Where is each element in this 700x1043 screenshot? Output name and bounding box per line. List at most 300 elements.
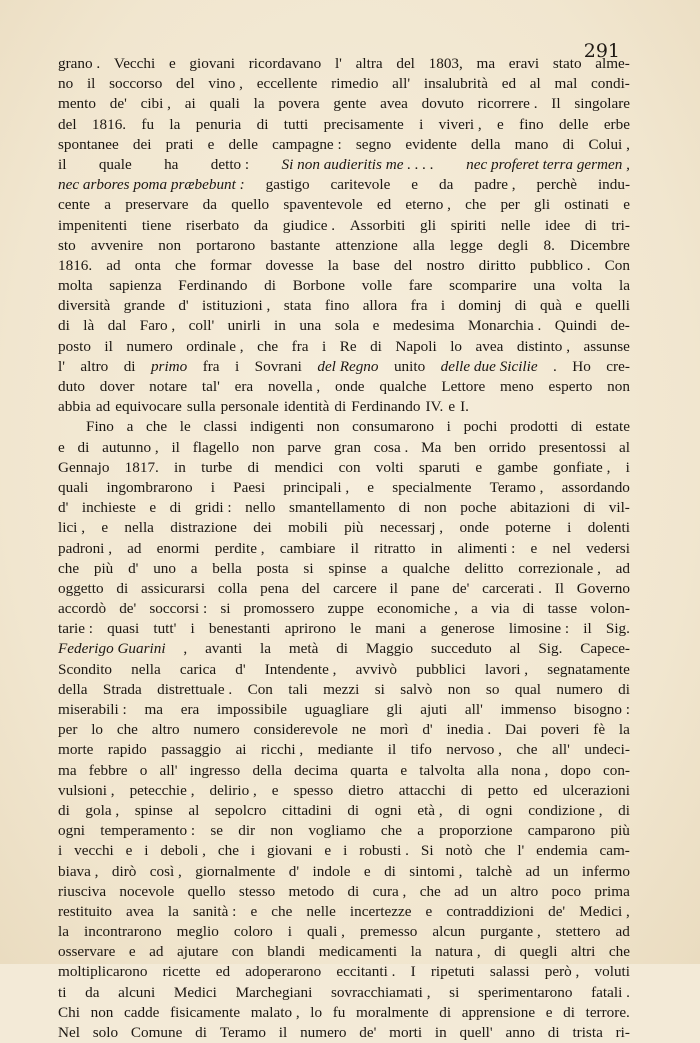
- word: fra: [202, 357, 220, 375]
- word: tiene: [141, 216, 172, 234]
- word: la: [410, 943, 422, 961]
- word: Vecchi: [113, 55, 156, 72]
- word: gli: [420, 216, 437, 234]
- text-line: [58, 135, 630, 155]
- word: stato: [552, 55, 582, 72]
- word: ricordavano: [248, 55, 322, 72]
- word: ai: [184, 95, 196, 113]
- text-line: [58, 236, 630, 256]
- word: no: [58, 75, 74, 93]
- word: che: [58, 559, 80, 577]
- word: Colui ,: [588, 135, 630, 153]
- word: de': [109, 95, 127, 113]
- word: e: [324, 842, 332, 860]
- word: salvò: [400, 680, 433, 698]
- word: avea: [126, 902, 154, 920]
- word: in: [274, 317, 286, 335]
- word: nostro: [426, 256, 465, 274]
- word: non: [607, 378, 630, 395]
- word: d': [58, 499, 69, 517]
- word: prati: [165, 135, 194, 153]
- word: d': [178, 297, 189, 315]
- word: la: [327, 256, 339, 274]
- word: bastante: [270, 236, 321, 254]
- word: robusti .: [359, 842, 409, 860]
- word: padre ,: [474, 176, 516, 194]
- text-line: [58, 862, 630, 882]
- word: di: [562, 135, 575, 153]
- word: moralmente: [356, 1003, 429, 1021]
- word: uguagliare: [304, 701, 369, 718]
- word: a: [417, 822, 424, 840]
- text-line: [58, 337, 630, 357]
- word: di: [77, 438, 90, 456]
- word: la: [260, 640, 271, 658]
- word: delle due Sicilie: [440, 357, 538, 375]
- word: più: [93, 559, 114, 577]
- word: ma: [58, 761, 77, 779]
- word: un: [481, 882, 497, 900]
- word: ad: [106, 256, 121, 274]
- word: insalubrità: [423, 75, 488, 93]
- word: di: [398, 499, 411, 517]
- word: unito: [393, 357, 426, 375]
- word: all': [159, 761, 178, 779]
- word: si: [449, 983, 460, 1001]
- word: non: [90, 1003, 114, 1021]
- word: dolenti: [587, 519, 630, 537]
- word: segnatamente: [547, 660, 630, 678]
- word: il: [104, 337, 113, 355]
- word: Scondito: [58, 660, 113, 678]
- word: soccorso: [109, 75, 163, 93]
- word: da: [438, 176, 454, 194]
- word: accordò: [58, 600, 107, 618]
- word: 1816.: [58, 256, 93, 274]
- word: di: [439, 1003, 452, 1021]
- word: singolare: [574, 95, 630, 113]
- word: i: [343, 842, 348, 860]
- word: succeduto: [430, 640, 492, 658]
- word: Sig.: [605, 620, 630, 638]
- word: da: [253, 216, 269, 234]
- text-line: [58, 417, 630, 437]
- word: condi-: [591, 75, 630, 93]
- word: duto: [58, 378, 86, 395]
- word: eccellente: [256, 75, 318, 93]
- word: e: [425, 902, 433, 920]
- word: metodo: [288, 882, 335, 900]
- word: restituito: [58, 902, 112, 920]
- word: al: [529, 75, 541, 93]
- word: necessarj ,: [379, 519, 444, 537]
- word: tri-: [611, 216, 630, 234]
- word: stesso: [238, 882, 276, 900]
- word: natura ,: [435, 943, 481, 961]
- word: undeci-: [584, 741, 630, 759]
- word: i: [625, 458, 630, 476]
- word: gonfiate ,: [553, 458, 611, 476]
- word: posto: [58, 337, 91, 355]
- word: principali ,: [283, 478, 350, 496]
- word: 1803,: [428, 55, 463, 72]
- word: fu: [332, 1003, 346, 1021]
- word: volti: [375, 458, 404, 476]
- word: IV.: [425, 398, 444, 416]
- word: altro: [510, 882, 539, 900]
- word: non: [423, 499, 447, 517]
- word: nocevole: [119, 882, 175, 900]
- word: trista: [572, 1024, 603, 1041]
- word: qual: [514, 680, 541, 698]
- word: là: [83, 317, 95, 335]
- word: notò: [445, 842, 473, 860]
- word: quale: [98, 155, 132, 173]
- word: nec arbores poma præbebunt :: [58, 176, 245, 194]
- word: flagello: [192, 438, 240, 456]
- word: sto: [58, 236, 76, 254]
- word: molta: [58, 277, 93, 295]
- word: e: [575, 297, 582, 315]
- word: giovani: [189, 55, 235, 72]
- word: carica: [179, 660, 217, 678]
- word: vogliamo: [308, 822, 366, 840]
- word: fino: [519, 115, 544, 133]
- word: Con: [247, 680, 273, 698]
- word: di: [547, 1024, 560, 1041]
- word: tarie :: [58, 620, 93, 638]
- word: ajutare: [176, 943, 219, 961]
- word: Teramo ,: [489, 478, 544, 496]
- word: ogni: [58, 822, 86, 840]
- word: so: [485, 680, 500, 698]
- word: alla: [412, 236, 435, 254]
- word: dir: [238, 822, 256, 840]
- word: da: [202, 196, 217, 214]
- word: ad: [127, 539, 142, 557]
- word: condizione ,: [528, 801, 603, 819]
- word: ha: [164, 155, 179, 173]
- word: che: [217, 842, 239, 860]
- word: tutti: [283, 115, 309, 133]
- word: gola ,: [85, 801, 120, 819]
- word: di: [494, 943, 506, 961]
- word: zuppe: [327, 600, 364, 618]
- word: economiche ,: [376, 600, 458, 618]
- word: correzionale ,: [518, 559, 601, 577]
- word: la: [618, 721, 630, 739]
- word: de': [548, 902, 566, 920]
- word: pane: [410, 579, 440, 597]
- word: portarono: [196, 236, 256, 254]
- word: Napoli: [395, 337, 437, 355]
- word: spiriti: [450, 216, 487, 234]
- word: dal: [107, 317, 127, 335]
- word: della: [471, 135, 501, 153]
- word: di: [264, 277, 276, 295]
- word: biava ,: [58, 862, 99, 880]
- text-line: [58, 902, 630, 922]
- word: così ,: [149, 862, 182, 880]
- word: numero: [193, 721, 240, 739]
- word: delle: [228, 135, 258, 153]
- word: febbre: [88, 761, 128, 779]
- word: la: [167, 902, 179, 920]
- word: qualche: [402, 559, 450, 577]
- word: Con: [604, 256, 630, 274]
- word: turbe: [201, 458, 233, 476]
- word: nella: [124, 519, 154, 537]
- word: avea: [475, 337, 504, 355]
- word: coll': [188, 317, 215, 335]
- word: a: [104, 196, 111, 214]
- word: d': [235, 660, 246, 678]
- word: quelli: [595, 297, 630, 315]
- word: di: [123, 357, 136, 375]
- word: Borbone: [292, 277, 346, 295]
- word: ma: [144, 701, 164, 718]
- word: i: [419, 115, 424, 133]
- word: uno: [153, 559, 176, 577]
- word: e: [497, 115, 504, 133]
- word: la: [58, 923, 69, 941]
- word: adoperarono: [245, 963, 322, 981]
- word: d': [128, 559, 139, 577]
- word: quell': [459, 1024, 493, 1041]
- word: giudice .: [282, 216, 336, 234]
- word: ripetuti: [430, 963, 475, 981]
- text-line: [58, 518, 630, 538]
- word: Gennajo: [58, 458, 110, 476]
- text-line: [58, 296, 630, 316]
- word: premesso: [359, 923, 418, 941]
- word: mendici: [274, 458, 324, 476]
- word: diritto: [478, 256, 516, 274]
- word: di: [195, 1024, 207, 1041]
- word: soccorsi :: [149, 600, 208, 618]
- word: era: [180, 701, 200, 718]
- word: assordando: [561, 478, 630, 496]
- word: spontanee: [58, 135, 119, 153]
- word: di: [116, 579, 129, 597]
- word: limosine :: [508, 620, 570, 638]
- word: d': [422, 721, 433, 739]
- word: cibi ,: [140, 95, 171, 113]
- word: unirli: [227, 317, 261, 335]
- word: miserabili :: [58, 701, 127, 718]
- word: ogni: [485, 801, 513, 819]
- word: Medici ,: [579, 902, 630, 920]
- word: morte: [58, 741, 94, 759]
- word: posta: [256, 559, 289, 577]
- word: i: [210, 478, 215, 496]
- text-line: [58, 438, 630, 458]
- text-line: [58, 781, 630, 801]
- word: altri: [570, 943, 596, 961]
- word: più: [610, 822, 630, 840]
- word: delle: [558, 115, 589, 133]
- word: proporzione: [439, 822, 513, 840]
- word: avanti: [205, 640, 243, 658]
- word: apprensione: [461, 1003, 536, 1021]
- word: nel: [552, 539, 571, 557]
- text-line: [58, 559, 630, 579]
- word: era: [234, 378, 254, 395]
- text-line: [58, 882, 630, 902]
- word: medesima: [392, 317, 455, 335]
- word: sintomi ,: [409, 862, 463, 880]
- word: rapido: [107, 741, 147, 759]
- word: altro: [151, 721, 180, 739]
- text-line: [58, 256, 630, 276]
- word: numero: [126, 337, 173, 355]
- word: l': [58, 357, 65, 375]
- word: dovesse: [265, 256, 314, 274]
- word: si: [303, 559, 314, 577]
- word: che: [380, 822, 402, 840]
- word: al: [619, 438, 630, 456]
- word: che: [484, 842, 506, 860]
- word: di: [370, 337, 382, 355]
- word: di: [336, 640, 349, 658]
- word: inedia .: [446, 721, 492, 739]
- word: mal: [554, 75, 578, 93]
- word: altro: [80, 357, 109, 375]
- word: precisamente: [323, 115, 404, 133]
- word: promossero: [243, 600, 315, 618]
- text-line: [58, 700, 630, 720]
- word: per: [58, 721, 78, 739]
- word: caritevole: [330, 176, 391, 194]
- word: dovuto: [421, 95, 464, 113]
- word: Intendente ,: [264, 660, 337, 678]
- word: infermo: [581, 862, 630, 880]
- word: I.: [460, 398, 469, 416]
- word: sparuti: [418, 458, 461, 476]
- word: temperamento :: [100, 822, 196, 840]
- word: Dicembre: [570, 236, 630, 254]
- word: ed: [533, 781, 548, 799]
- word: Il: [554, 579, 565, 597]
- word: onde: [459, 519, 489, 537]
- text-line: [58, 539, 630, 559]
- word: a: [190, 559, 198, 577]
- word: e: [400, 761, 408, 779]
- word: di: [584, 216, 597, 234]
- word: nec proferet terra germen ,: [466, 155, 630, 173]
- word: deboli ,: [160, 842, 206, 860]
- word: de': [119, 600, 137, 618]
- word: blandi: [267, 943, 306, 961]
- word: non: [270, 822, 294, 840]
- word: di: [522, 600, 535, 618]
- word: eterno ,: [405, 196, 451, 214]
- word: allora: [362, 297, 398, 315]
- word: sperimentarono: [477, 983, 573, 1001]
- word: avea: [380, 95, 408, 113]
- word: Chi: [58, 1003, 80, 1021]
- word: i: [567, 519, 572, 537]
- word: mento: [58, 95, 96, 113]
- text-line: [58, 821, 630, 841]
- word: lo: [310, 1003, 323, 1021]
- word: bisogno :: [573, 701, 630, 718]
- word: del Regno: [317, 357, 379, 375]
- word: altra: [355, 55, 383, 72]
- word: poco: [551, 882, 582, 900]
- word: sulla: [186, 398, 216, 416]
- text-line: [58, 983, 630, 1003]
- word: base: [352, 256, 380, 274]
- word: e: [168, 55, 176, 72]
- page-number: 291: [583, 40, 620, 62]
- word: mezzi: [323, 680, 360, 698]
- text-line: [58, 357, 630, 377]
- word: detto :: [210, 155, 250, 173]
- word: e: [448, 398, 456, 416]
- word: l': [334, 55, 342, 72]
- word: se: [210, 822, 223, 840]
- word: quegli: [519, 943, 558, 961]
- word: dietro: [348, 781, 384, 799]
- word: di: [247, 458, 260, 476]
- word: rimedio: [331, 75, 379, 93]
- word: ed: [376, 196, 392, 214]
- word: dei: [253, 519, 272, 537]
- word: e: [367, 478, 375, 496]
- word: sovracchiamati ,: [330, 983, 431, 1001]
- word: cre-: [606, 357, 630, 375]
- word: incertezze: [349, 902, 412, 920]
- word: alcun: [432, 923, 466, 941]
- word: considerevole: [253, 721, 338, 739]
- text-line: [58, 599, 630, 619]
- word: gastigo: [265, 176, 310, 194]
- text-line: [58, 740, 630, 760]
- word: ai: [235, 741, 247, 759]
- word: di: [384, 862, 396, 880]
- word: riusciva: [58, 882, 107, 900]
- word: voluti: [594, 963, 630, 981]
- word: i: [440, 297, 446, 315]
- word: con-: [603, 761, 630, 779]
- word: prima: [594, 882, 630, 900]
- word: fisicamente: [170, 1003, 241, 1021]
- word: 8.: [543, 236, 555, 254]
- word: fu: [141, 115, 155, 133]
- word: alme-: [595, 55, 630, 72]
- word: di: [334, 398, 347, 416]
- word: all': [464, 701, 483, 718]
- word: classi: [203, 418, 238, 436]
- word: a: [419, 620, 427, 638]
- word: di: [347, 882, 360, 900]
- word: spaventevole: [283, 196, 363, 214]
- word: all': [392, 75, 411, 93]
- word: moltiplicarono: [58, 963, 148, 981]
- word: di: [583, 499, 596, 517]
- word: non: [316, 418, 340, 436]
- word: nelle: [500, 216, 531, 234]
- word: parve: [287, 438, 322, 456]
- word: vil-: [608, 499, 630, 517]
- word: la: [169, 115, 181, 133]
- word: de-: [610, 317, 630, 335]
- word: avvenire: [90, 236, 144, 254]
- word: degli: [497, 236, 529, 254]
- word: fare: [408, 277, 433, 295]
- word: decima: [294, 761, 338, 779]
